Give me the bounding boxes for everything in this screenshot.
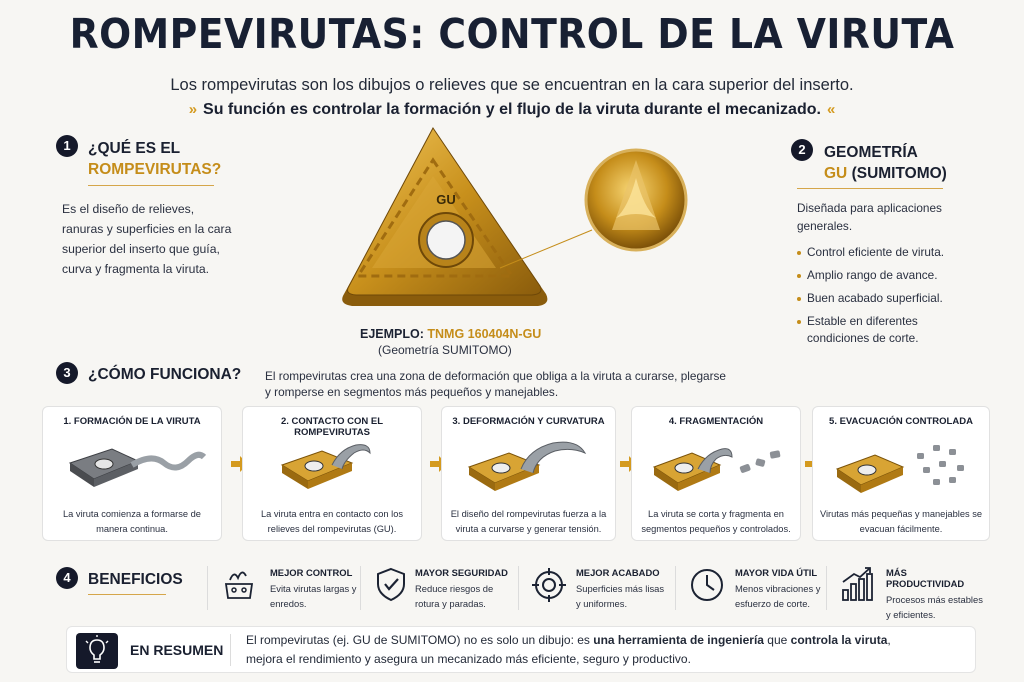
divider: [360, 566, 361, 610]
list-item: Amplio rango de avance.: [797, 267, 957, 284]
benefit-desc: Menos vibraciones y esfuerzo de corte.: [735, 583, 821, 609]
section4-title: BENEFICIOS: [88, 571, 183, 588]
step-5-illustration: [821, 435, 981, 499]
insert-example-prefix: EJEMPLO:: [360, 327, 424, 341]
section2-underline: [797, 188, 943, 189]
section1-title-line2: ROMPEVIRUTAS?: [88, 161, 222, 178]
section3-body: El rompevirutas crea una zona de deformación que obliga a la viruta a curarse, plegarse y romperse en segmentos más pequeños y manejables.: [265, 369, 726, 399]
summary-part1: El rompevirutas (ej. GU de SUMITOMO) no es solo un dibujo: es: [246, 633, 594, 647]
page-subtitle: Los rompevirutas son los dibujos o relieves que se encuentran en la cara superior del inserto.: [170, 76, 854, 94]
section2-title-gold: GU: [824, 165, 848, 182]
summary-bold2: controla la viruta: [790, 633, 888, 647]
step-title: 5. EVACUACIÓN CONTROLADA: [829, 416, 973, 427]
insert-gu-label: GU: [436, 192, 456, 207]
summary-title: EN RESUMEN: [130, 642, 224, 658]
step-title: 1. FORMACIÓN DE LA VIRUTA: [63, 416, 201, 427]
step-card-3: [441, 406, 616, 541]
step-desc: Virutas más pequeñas y manejables se evacuan fácilmente.: [819, 509, 983, 534]
list-item: Estable en diferentes condiciones de corte.: [797, 313, 957, 347]
summary-bold1: una herramienta de ingeniería: [593, 633, 764, 647]
benefit-title: MEJOR CONTROL: [270, 567, 353, 578]
section1-title-line1: ¿QUÉ ES EL: [88, 140, 181, 157]
chevron-right-icon: »: [188, 101, 198, 118]
target-icon: [532, 566, 566, 602]
step-3-illustration: [449, 435, 609, 499]
lightbulb-icon-box: [76, 633, 118, 669]
benefit-3: [576, 567, 668, 611]
chevron-left-icon: «: [826, 101, 836, 118]
divider: [207, 566, 208, 610]
list-item: Buen acabado superficial.: [797, 290, 957, 307]
section4-underline: [88, 594, 166, 595]
step-2-illustration: [252, 435, 412, 499]
insert-example: [360, 327, 560, 341]
benefit-desc: Superficies más lisas y uniformes.: [576, 583, 665, 609]
divider: [826, 566, 827, 610]
section2-bullets: [797, 244, 957, 353]
benefit-title: MEJOR ACABADO: [576, 567, 660, 578]
benefit-title: MÁS PRODUCTIVIDAD: [886, 567, 965, 589]
benefit-2: [415, 567, 515, 611]
step-1-illustration: [52, 435, 212, 499]
benefit-title: MAYOR VIDA ÚTIL: [735, 567, 818, 578]
tagline-text: Su función es controlar la formación y el flujo de la viruta durante el mecanizado.: [203, 101, 821, 118]
step-title: 3. DEFORMACIÓN Y CURVATURA: [452, 416, 605, 427]
step-4-illustration: [636, 435, 796, 499]
step-desc: La viruta comienza a formarse de manera continua.: [63, 509, 201, 534]
page-tagline: [0, 101, 1024, 119]
section3-title: ¿CÓMO FUNCIONA?: [88, 366, 242, 383]
section1-title: [88, 138, 221, 180]
section-number-2: 2: [791, 139, 813, 161]
section-number-4: 4: [56, 567, 78, 589]
section2-title-rest: (SUMITOMO): [851, 165, 947, 182]
section-number-3: 3: [56, 362, 78, 384]
section-number-1: 1: [56, 135, 78, 157]
chips-box-icon: [222, 566, 256, 602]
summary-part3: ,: [887, 633, 891, 647]
step-card-1: [42, 406, 222, 541]
step-title: 2. CONTACTO CON EL ROMPEVIRUTAS: [280, 416, 384, 438]
summary-text: [246, 631, 966, 669]
benefit-desc: Procesos más estables y eficientes.: [886, 594, 983, 620]
benefit-1: [270, 567, 370, 611]
step-card-4: [631, 406, 801, 541]
benefit-desc: Evita virutas largas y enredos.: [270, 583, 357, 609]
summary-line2: mejora el rendimiento y asegura un mecanizado más eficiente, seguro y productivo.: [246, 652, 691, 666]
step-title: 4. FRAGMENTACIÓN: [668, 416, 764, 427]
step-card-5: [812, 406, 990, 541]
step-desc: La viruta entra en contacto con los relieves del rompevirutas (GU).: [260, 509, 404, 534]
benefit-desc: Reduce riesgos de rotura y paradas.: [415, 583, 494, 609]
insert-example-note: (Geometría SUMITOMO): [378, 343, 512, 357]
benefit-4: [735, 567, 825, 611]
lightbulb-icon: [76, 633, 118, 669]
benefit-title: MAYOR SEGURIDAD: [415, 567, 508, 578]
section1-underline: [88, 185, 214, 186]
insert-illustration: [330, 118, 720, 330]
list-item: Control eficiente de viruta.: [797, 244, 957, 261]
section2-title-line1: GEOMETRÍA: [824, 144, 918, 161]
divider: [230, 634, 231, 666]
insert-example-code: TNMG 160404N-GU: [427, 327, 542, 341]
section1-body: Es el diseño de relieves, ranuras y superficies en la cara superior del inserto que guía, curva y fragmenta la viruta.: [62, 202, 232, 276]
shield-check-icon: [374, 566, 408, 602]
chart-growth-icon: [840, 566, 874, 602]
step-card-2: [242, 406, 422, 541]
step-desc: La viruta se corta y fragmenta en segmentos pequeños y controlados.: [641, 509, 791, 534]
step-desc: El diseño del rompevirutas fuerza a la viruta a curvarse y generar tensión.: [450, 509, 607, 534]
page-title: ROMPEVIRUTAS: CONTROL DE LA VIRUTA: [69, 10, 955, 58]
divider: [675, 566, 676, 610]
divider: [518, 566, 519, 610]
clock-icon: [690, 566, 724, 602]
summary-part2: que: [763, 633, 791, 647]
section2-intro: Diseñada para aplicaciones generales.: [797, 201, 942, 233]
benefit-5: [886, 567, 986, 622]
section2-title: [824, 142, 947, 184]
